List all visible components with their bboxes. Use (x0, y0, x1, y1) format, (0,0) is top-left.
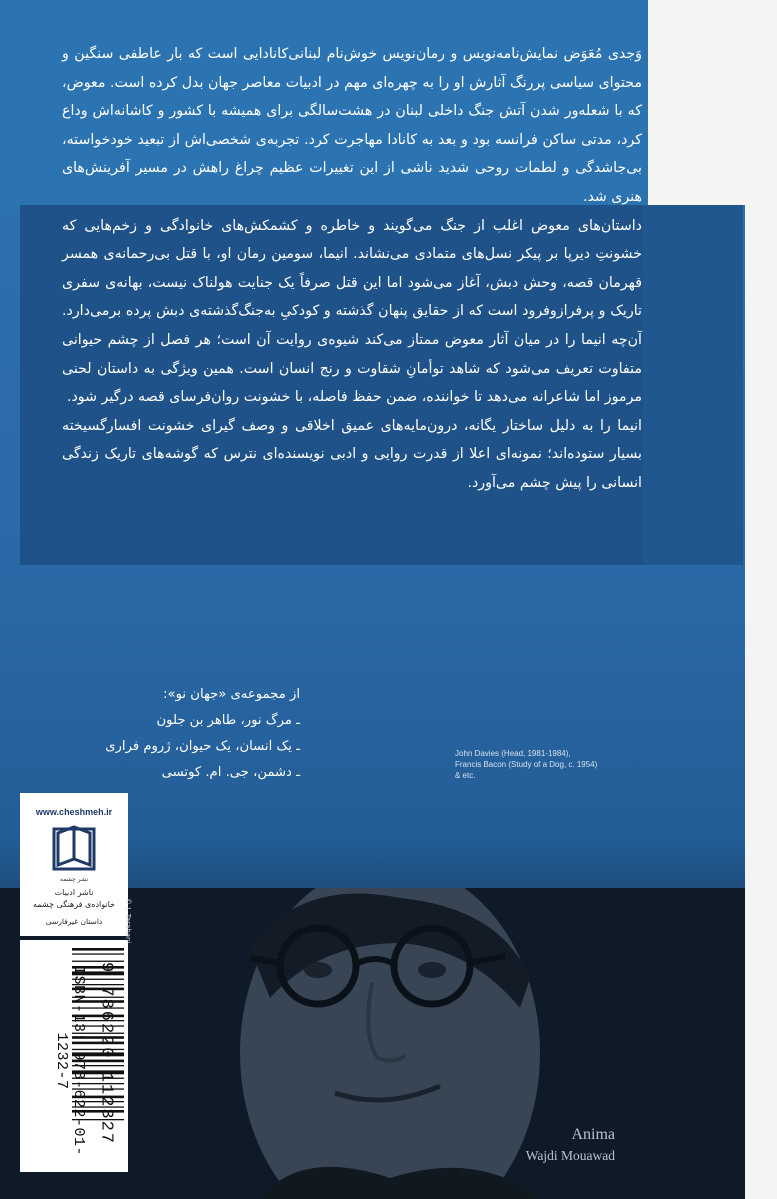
credit-line: John Davies (Head, 1981-1984), (455, 749, 571, 758)
series-item: ـ دشمن، جی. ام. کوتسی (161, 765, 300, 780)
logo-caption: نشر چشمه (60, 876, 88, 883)
description-paragraph-2: داستان‌های معوض اغلب از جنگ می‌گویند و خاطره و کشمکش‌های خانوادگی و زخم‌هایی که خشونتِ دیرپا بر پیکر نسل‌های متمادی می‌نشاند. انیما، سومین رمان او، با قتل بی‌رحمانه‌ی همسر قهرمان قصه، وحش دبش، آغاز می‌شود اما این قتل صرفاً یک جنایت هولناک نیست، بهانه‌ی سفری تاریک و پرفرازوفرود است که از حقایق پنهان گذشته و کودکیِ به‌جنگ‌گذشته‌ی دبش پرده برمی‌دارد. آن‌چه انیما را در میان آثار معوض ممتاز می‌کند شیوه‌ی روایت آن است؛ هر فصل از چشم حیوانی متفاوت تعریف می‌شود که شاهد توأمانِ شقاوت و رنج انسان است. همین ویژگی به داستان لحنی مرموز اما شاعرانه می‌دهد تا خواننده، ضمن حفظ فاصله، با خشونت روان‌فرسای قصه درگیر شود. (62, 217, 642, 406)
isbn-digits: 9 786220 112327 (96, 961, 116, 1146)
paper-edge-right (745, 0, 777, 1199)
credit-line: Francis Bacon (Study of a Dog, c. 1954) (455, 760, 598, 769)
image-credit (455, 748, 623, 781)
isbn-label: ISBN-13: 978-622-01-1232-7 (53, 965, 87, 1157)
series-list (70, 682, 300, 786)
series-heading: از مجموعه‌ی «جهان نو»: (163, 687, 300, 702)
publisher-box (20, 793, 128, 936)
barcode-box (20, 940, 128, 1172)
photographer-credit: © I. Tarahani (124, 898, 132, 944)
paper-edge-top (648, 0, 748, 205)
credit-line: & etc. (455, 771, 476, 780)
book-title: Anima (571, 1126, 615, 1143)
publisher-line: ناشر ادبیات (54, 888, 94, 897)
description-paragraph-3: انیما را به دلیل ساختار یگانه، درون‌مایه‌های عمیق اخلاقی و وصف گیرای خشونت افسارگسیخته بسیار ستوده‌اند؛ نمونه‌ای اعلا از قدرت روایی و ادبی نویسنده‌ای نترس که گوشه‌های تاریک زندگی انسانی را پیش چشم می‌آورد. (62, 417, 642, 491)
publisher-line: خانواده‌ی فرهنگی چشمه (32, 900, 116, 909)
publisher-category: داستان غیرفارسی (45, 917, 103, 926)
description-paragraph-1: وَجدی مُعَوَض نمایش‌نامه‌نویس و رمان‌نویس خوش‌نام لبنانی‌کانادایی است که بار عاطفی سنگین و محتوای سیاسی پررنگ آثارش او را به چهره‌ای مهم در ادبیات معاصر جهان بدل کرده است. معوض، که با شعله‌ور شدن آتش جنگ داخلی لبنان در هشت‌سالگی برای همیشه با کشور و کاشانه‌اش وداع کرد، مدتی ساکن فرانسه بود و بعد به کانادا مهاجرت کرد. تجربه‌ی شخصی‌اش از تبعید خودخواسته، بی‌جاشدگی و لطمات روحی شدید ناشی از این تغییرات عظیم چراغ راهش در مسیر آفرینش‌های هنری شد. (62, 46, 642, 205)
publisher-url[interactable]: www.cheshmeh.ir (35, 807, 113, 817)
series-item: ـ مرگ نور، طاهر بن جلون (156, 713, 300, 728)
book-description (62, 40, 642, 498)
cheshmeh-logo-icon (52, 823, 96, 873)
author-name: Wajdi Mouawad (525, 1148, 615, 1163)
series-item: ـ یک انسان، یک حیوان، ژروم فراری (105, 739, 300, 754)
